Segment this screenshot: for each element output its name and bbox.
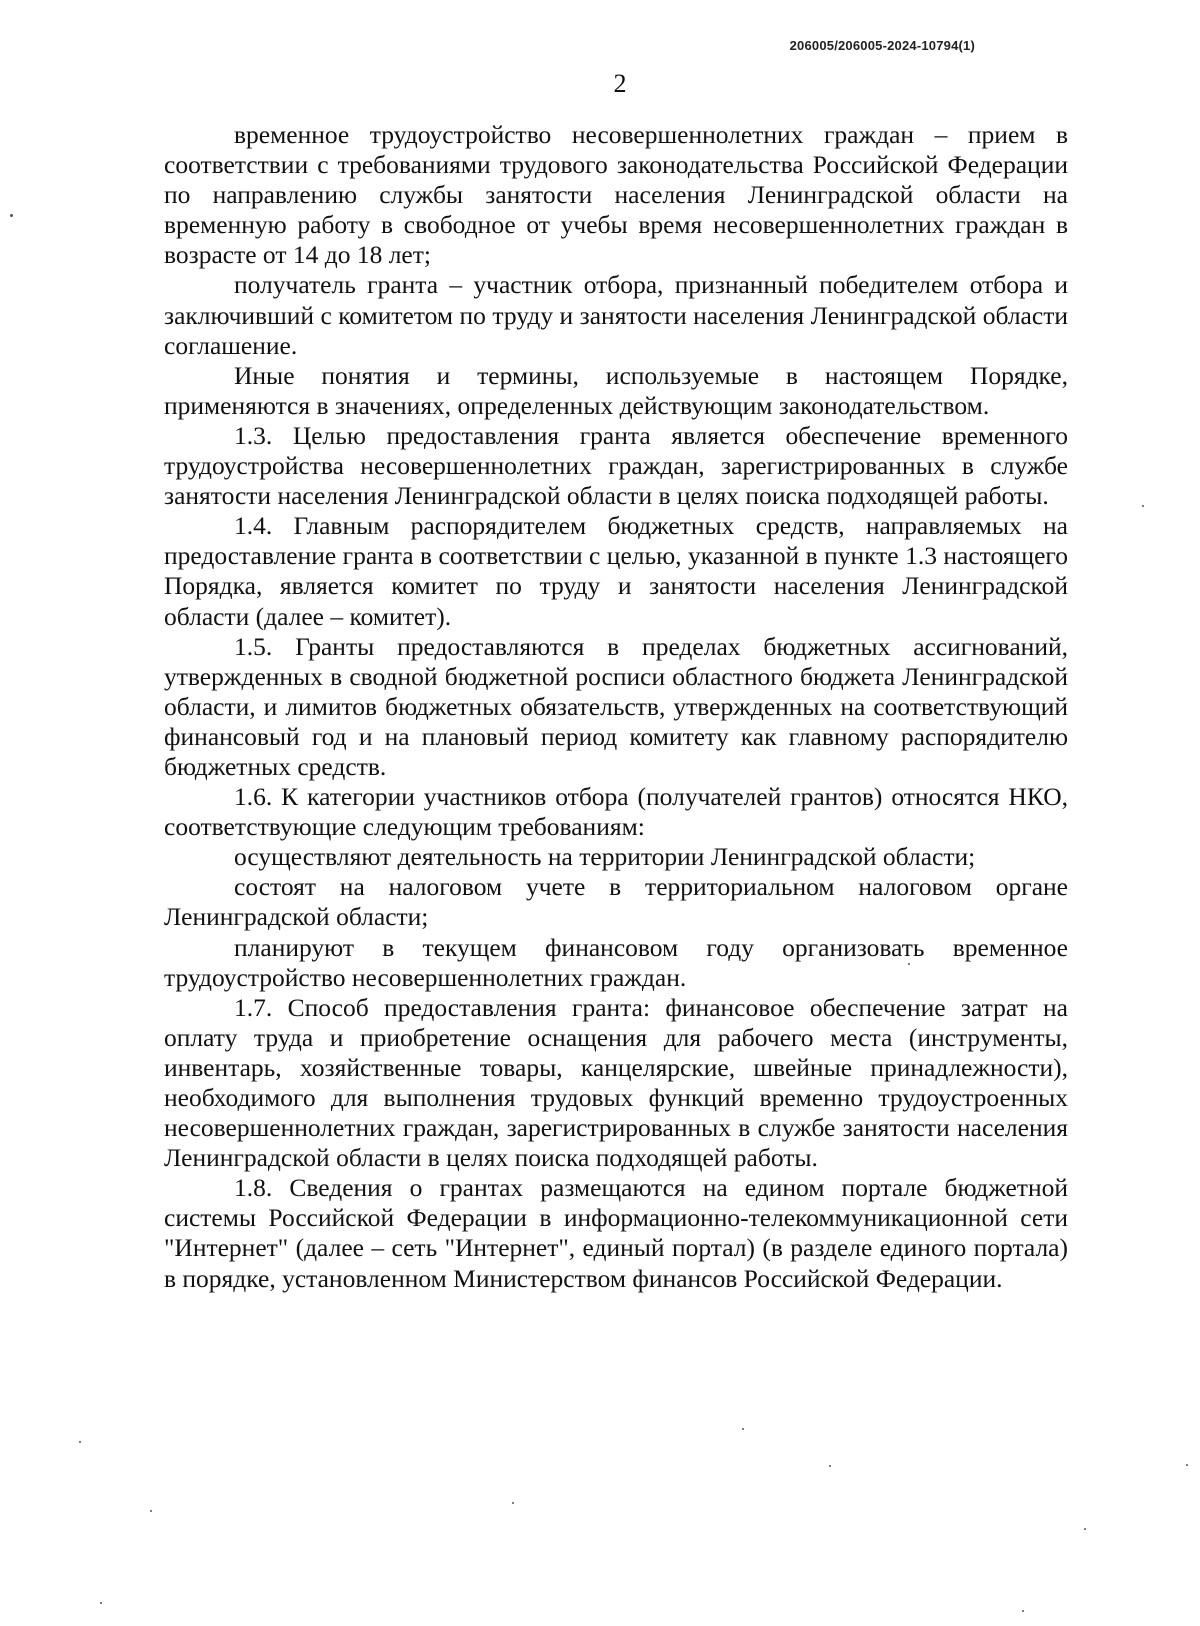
scan-speck bbox=[79, 1441, 81, 1443]
page-number: 2 bbox=[613, 69, 627, 98]
scan-speck bbox=[1084, 1528, 1086, 1530]
document-id: 206005/206005-2024-10794(1) bbox=[789, 38, 975, 53]
paragraph-1-8: 1.8. Сведения о грантах размещаются на едином портале бюджетной системы Российской Федерации в информационно-телекоммуникационной сети "Интернет" (далее – сеть "Интернет", единый портал) (в разделе единого портала) в порядке, установленном Министерством финансов Российской Федерации. bbox=[164, 1173, 1068, 1293]
scan-speck bbox=[829, 1465, 831, 1467]
paragraph-1-6-requirement-3: планируют в текущем финансовом году организовать временное трудоустройство несовершеннолетних граждан. bbox=[164, 932, 1068, 992]
paragraph-other-terms: Иные понятия и термины, используемые в настоящем Порядке, применяются в значениях, определенных действующим законодательством. bbox=[164, 360, 1068, 420]
paragraph-definition-temporary-employment: временное трудоустройство несовершеннолетних граждан – прием в соответствии с требованиями трудового законодательства Российской Федерации по направлению службы занятости населения Ленинградской области на временную работу в свободное от учебы время несовершеннолетних граждан в возрасте от 14 до 18 лет; bbox=[164, 120, 1068, 270]
document-body bbox=[164, 120, 1068, 1294]
paragraph-1-4: 1.4. Главным распорядителем бюджетных средств, направляемых на предоставление гранта в соответствии с целью, указанной в пункте 1.3 настоящего Порядка, является комитет по труду и занятости населения Ленинградской области (далее – комитет). bbox=[164, 511, 1068, 631]
scan-speck bbox=[1142, 505, 1144, 507]
paragraph-1-5: 1.5. Гранты предоставляются в пределах бюджетных ассигнований, утвержденных в сводной бюджетной росписи областного бюджета Ленинградской области, и лимитов бюджетных обязательств, утвержденных на соответствующий финансовый год и на плановый период комитету как главному распорядителю бюджетных средств. bbox=[164, 631, 1068, 781]
paragraph-1-6: 1.6. К категории участников отбора (получателей грантов) относятся НКО, соответствующие следующим требованиям: bbox=[164, 782, 1068, 842]
scan-speck bbox=[742, 1428, 744, 1430]
paragraph-1-6-requirement-2: состоят на налоговом учете в территориальном налоговом органе Ленинградской области; bbox=[164, 872, 1068, 932]
scan-speck bbox=[10, 214, 13, 217]
scan-speck bbox=[1186, 1464, 1188, 1466]
scan-speck bbox=[150, 1510, 152, 1512]
paragraph-1-7: 1.7. Способ предоставления гранта: финансовое обеспечение затрат на оплату труда и приобретение оснащения для рабочего места (инструменты, инвентарь, хозяйственные товары, канцелярские, швейные принадлежности), необходимого для выполнения трудовых функций временно трудоустроенных несовершеннолетних граждан, зарегистрированных в службе занятости населения Ленинградской области в целях поиска подходящей работы. bbox=[164, 992, 1068, 1173]
scan-speck bbox=[512, 1502, 514, 1504]
scan-speck bbox=[1022, 1610, 1024, 1612]
paragraph-1-3: 1.3. Целью предоставления гранта является обеспечение временного трудоустройства несовершеннолетних граждан, зарегистрированных в службе занятости населения Ленинградской области в целях поиска подходящей работы. bbox=[164, 420, 1068, 511]
scan-speck bbox=[100, 1602, 102, 1604]
paragraph-definition-grant-recipient: получатель гранта – участник отбора, признанный победителем отбора и заключивший с комитетом по труду и занятости населения Ленинградской области соглашение. bbox=[164, 270, 1068, 360]
scan-speck bbox=[908, 963, 910, 965]
paragraph-1-6-requirement-1: осуществляют деятельность на территории Ленинградской области; bbox=[234, 842, 976, 872]
